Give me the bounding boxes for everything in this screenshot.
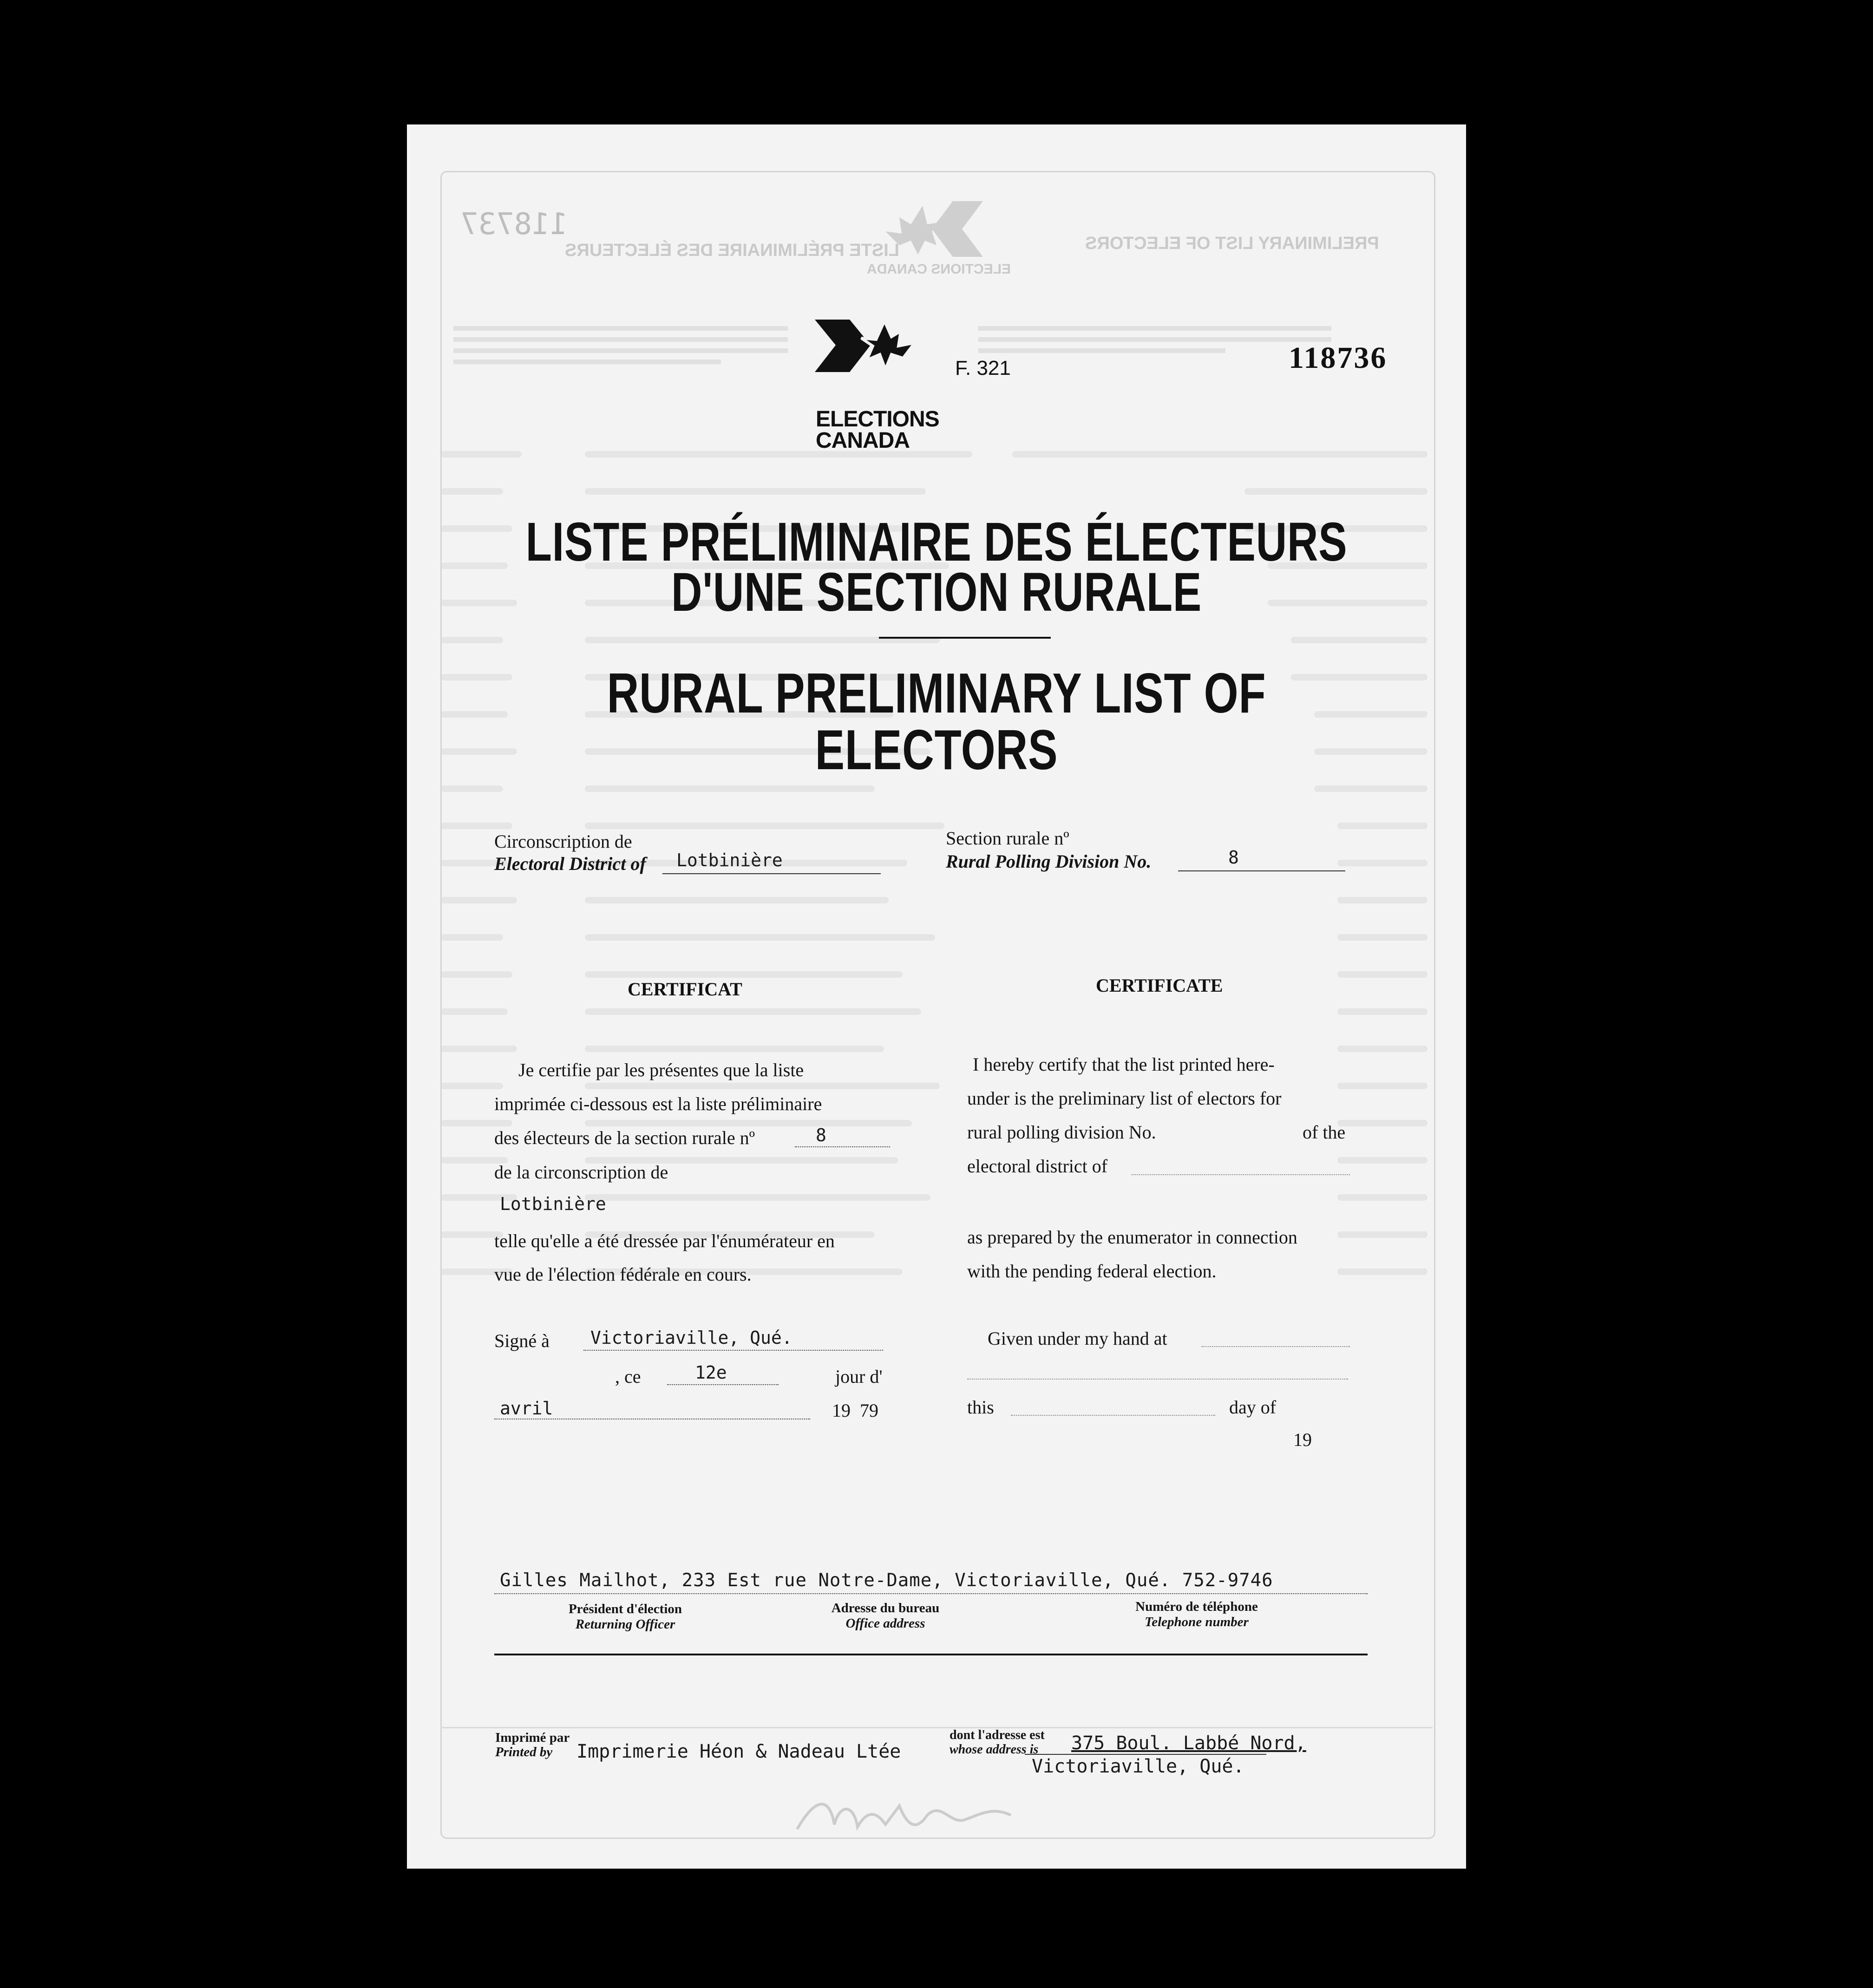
printer-name: Imprimerie Héon & Nadeau Ltée [576,1741,901,1762]
officer-label-group-3 [1122,1599,1271,1630]
cert-en-line3b: of the [1303,1122,1346,1143]
cert-en-given-underline [1201,1346,1350,1347]
cert-fr-day-underline [667,1384,779,1385]
cert-fr-district-value: Lotbinière [500,1194,606,1214]
document-number: 118736 [1289,341,1388,375]
telephone-label-en: Telephone number [1145,1615,1249,1629]
returning-officer-label-fr: Président d'élection [568,1602,682,1616]
cert-fr-section-value: 8 [816,1125,826,1145]
cert-en-line2: under is the preliminary list of electors for [967,1088,1282,1109]
officer-label-group-2 [816,1601,955,1631]
printer-address-label-group [950,1728,1045,1757]
cert-fr-signed-underline [583,1350,883,1351]
cert-fr-year-prefix: 19 [832,1400,851,1421]
bleed-paragraph-left [453,320,788,403]
cert-en-line5: as prepared by the enumerator in connection [967,1227,1297,1248]
title-fr-line1: LISTE PRÉLIMINAIRE DES ÉLECTEURS [525,511,1348,573]
logo-line2: CANADA [816,428,910,453]
division-value: 8 [1228,847,1239,868]
officer-underline [494,1593,1368,1594]
cert-en-dayof-label: day of [1229,1397,1277,1418]
logo-line1: ELECTIONS [816,407,939,432]
bleed-paragraph-right [978,320,1331,403]
printer-address-underline [1025,1754,1266,1755]
cert-en-line4: electoral district of [967,1156,1108,1177]
office-address-label-en: Office address [845,1616,925,1631]
cert-fr-jour-label: jour d' [835,1366,883,1387]
printer-address-label-fr: dont l'adresse est [950,1728,1045,1742]
printer-address-line2: Victoriaville, Qué. [1032,1756,1244,1777]
faint-signature-icon [788,1787,1020,1843]
cert-fr-month-value: avril [500,1398,553,1419]
officer-value: Gilles Mailhot, 233 Est rue Notre-Dame, Victoriaville, Qué. 752-9746 [500,1570,1273,1591]
cert-en-heading: CERTIFICATE [1096,975,1223,996]
bleed-en-title: PRELIMINARY LIST OF ELECTORS [1085,234,1379,253]
district-underline [662,873,881,874]
title-fr-line2: D'UNE SECTION RURALE [671,562,1202,623]
officer-label-group-1 [556,1602,695,1632]
cert-fr-line6: vue de l'élection fédérale en cours. [494,1264,752,1285]
form-number: F. 321 [955,357,1011,379]
cert-fr-line3: des électeurs de la section rurale nº [494,1127,755,1148]
district-label-fr: Circonscription de [494,831,632,852]
district-label-en: Electoral District of [494,853,646,874]
cert-en-this-label: this [967,1397,994,1418]
cert-fr-signed-value: Victoriaville, Qué. [590,1328,792,1348]
printer-label-en: Printed by [495,1745,553,1759]
returning-officer-label-en: Returning Officer [575,1617,675,1632]
elections-canada-logo-icon [815,317,917,373]
division-label-en: Rural Polling Division No. [946,851,1152,872]
officer-separator [494,1654,1368,1655]
cert-fr-line2: imprimée ci-dessous est la liste préliminaire [494,1093,822,1114]
cert-fr-line5: telle qu'elle a été dressée par l'énumérateur en [494,1230,835,1251]
title-en: RURAL PRELIMINARY LIST OF ELECTORS [607,661,1266,781]
printer-label-fr: Imprimé par [495,1730,570,1745]
district-value: Lotbinière [676,850,783,870]
cert-en-line6: with the pending federal election. [967,1261,1217,1282]
bleed-number: 118737 [460,207,568,242]
cert-fr-ce-label: , ce [615,1366,641,1387]
division-label-fr: Section rurale nº [946,828,1069,849]
cert-en-district-underline [1132,1174,1350,1175]
cert-fr-signed-label: Signé à [494,1330,550,1351]
division-underline [1178,870,1345,871]
printer-address-line1: 375 Boul. Labbé Nord, [1071,1733,1306,1754]
title-divider [879,637,1051,639]
cert-fr-day-value: 12e [695,1362,727,1383]
cert-fr-year-value: 79 [860,1400,878,1421]
cert-fr-line4: de la circonscription de [494,1162,668,1183]
cert-en-place-underline [967,1379,1348,1380]
bleed-logo-icon [876,196,992,262]
cert-en-year-prefix: 19 [1293,1429,1312,1450]
bleed-logo-text: ELECTIONS CANADA [867,262,1011,277]
cert-en-line1: I hereby certify that the list printed here- [973,1054,1275,1075]
cert-en-line3a: rural polling division No. [967,1122,1156,1143]
cert-fr-line1: Je certifie par les présentes que la liste [518,1059,804,1080]
office-address-label-fr: Adresse du bureau [831,1601,940,1615]
printer-label-group [495,1731,570,1759]
form-page [407,124,1466,1869]
telephone-label-fr: Numéro de téléphone [1135,1599,1258,1614]
cert-en-given-label: Given under my hand at [988,1328,1167,1349]
bleed-fr-title: LISTE PRÉLIMINAIRE DES ÉLECTEURS [565,241,899,260]
cert-fr-section-underline [795,1146,890,1147]
cert-en-day-underline [1011,1415,1215,1416]
printer-address-label-en: whose address is [950,1742,1039,1757]
cert-fr-heading: CERTIFICAT [628,979,742,1000]
logo-text [816,409,939,451]
